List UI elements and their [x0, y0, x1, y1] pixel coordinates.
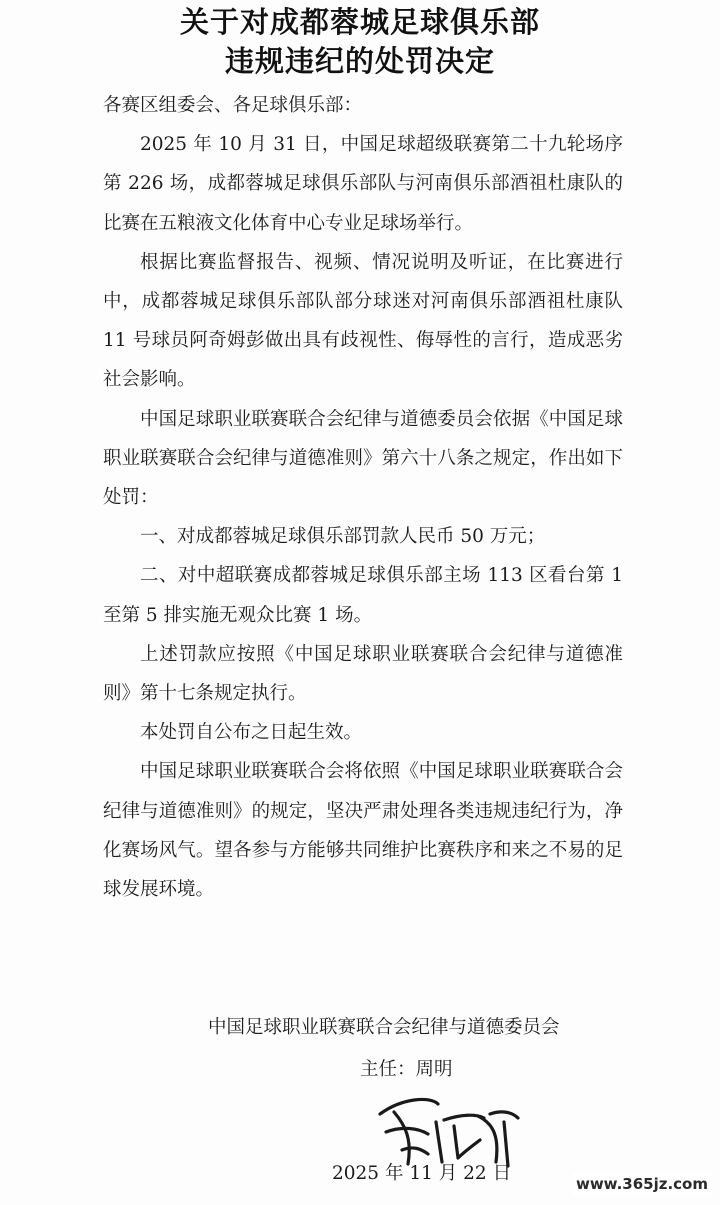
signatory-organization: 中国足球职业联赛联合会纪律与道德委员会 [208, 1017, 560, 1038]
document-body [103, 86, 623, 909]
document-title-line-1: 关于对成都蓉城足球俱乐部 [179, 5, 540, 39]
paragraph-effective: 本处罚自公布之日起生效。 [140, 722, 363, 744]
handwritten-signature [372, 1092, 522, 1170]
paragraph-closing: 中国足球职业联赛联合会将依照《中国足球职业联赛联合会纪律与道德准则》的规定，坚决严肃处理各类违规违纪行为，净化赛场风气。望各参与方能够共同维护比赛秩序和来之不易的足球发展环境。 [103, 761, 623, 901]
paragraph-penalty-closure: 二、对中超联赛成都蓉城足球俱乐部主场 113 区看台第 1 至第 5 排实施无观众比赛 1 场。 [103, 565, 623, 626]
paragraph-fine-execution: 上述罚款应按照《中国足球职业联赛联合会纪律与道德准则》第十七条规定执行。 [103, 643, 623, 705]
site-watermark: www.365jz.com [572, 1173, 712, 1195]
paragraph-findings: 根据比赛监督报告、视频、情况说明及听证，在比赛进行中，成都蓉城足球俱乐部队部分球迷对河南俱乐部酒祖杜康队 11 号球员阿奇姆彭做出具有歧视性、侮辱性的言行，造成恶劣社会影响。 [103, 251, 623, 391]
paragraph-basis: 中国足球职业联赛联合会纪律与道德委员会依据《中国足球职业联赛联合会纪律与道德准则》第六十八条之规定，作出如下处罚： [103, 408, 623, 509]
document-title-line-2: 违规违纪的处罚决定 [224, 44, 495, 78]
paragraph-penalty-fine: 一、对成都蓉城足球俱乐部罚款人民币 50 万元； [140, 526, 546, 548]
salutation: 各赛区组委会、各足球俱乐部： [103, 95, 363, 116]
paragraph-match-info: 2025 年 10 月 31 日，中国足球超级联赛第二十九轮场序第 226 场，成都蓉城足球俱乐部队与河南俱乐部酒祖杜康队的比赛在五粮液文化体育中心专业足球场举行。 [103, 134, 623, 234]
signatory-chair: 主任：周明 [360, 1059, 453, 1080]
document-date: 2025 年 11 月 22 日 [332, 1163, 512, 1184]
